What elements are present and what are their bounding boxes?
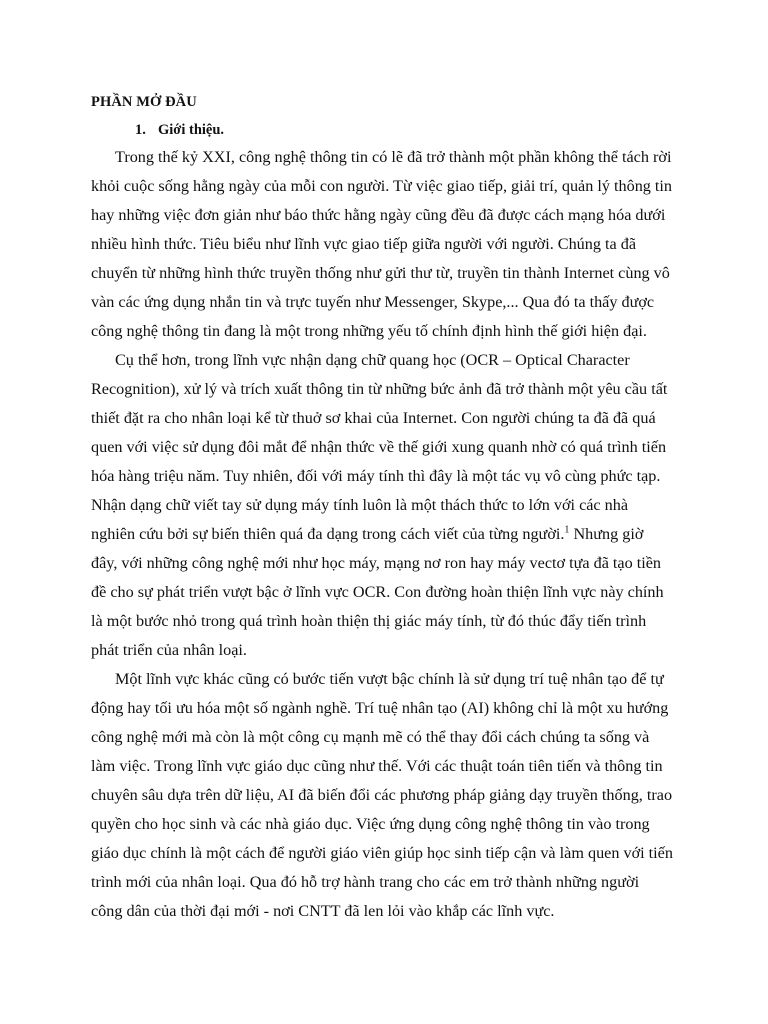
text-line: quyền cho học sinh và các nhà giáo dục. Việc ứng dụng công nghệ thông tin vào trong (91, 815, 650, 833)
text-line: công nghệ thông tin đang là một trong những yếu tố chính định hình thế giới hiện đại. (91, 322, 647, 340)
text-line: Cụ thể hơn, trong lĩnh vực nhận dạng chữ quang học (OCR – Optical Character (115, 351, 630, 369)
paragraph (91, 346, 677, 665)
text-line: Recognition), xử lý và trích xuất thông tin từ những bức ảnh đã trở thành một yêu cầu tất (91, 380, 668, 398)
text-line: chuyên sâu dựa trên dữ liệu, AI đã biến đổi các phương pháp giảng dạy truyền thống, trao (91, 786, 673, 804)
footnote-line-text-after: Nhưng giờ (569, 525, 644, 543)
footnote-reference[interactable]: 1 (564, 524, 570, 536)
text-line: động hay tối ưu hóa một số ngành nghề. Trí tuệ nhân tạo (AI) không chỉ là một xu hướng (91, 699, 669, 717)
text-line: đây, với những công nghệ mới như học máy, mạng nơ ron hay máy vectơ tựa đã tạo tiền (91, 554, 662, 572)
text-line: công dân của thời đại mới - nơi CNTT đã len lỏi vào khắp các lĩnh vực. (91, 902, 555, 920)
text-line: vàn các ứng dụng nhắn tin và trực tuyến như Messenger, Skype,... Qua đó ta thấy được (91, 293, 655, 311)
text-line: chuyển từ những hình thức truyền thống như gửi thư từ, truyền tin thành Internet cùng vô (91, 264, 670, 282)
text-line: làm việc. Trong lĩnh vực giáo dục cũng như thế. Với các thuật toán tiên tiến và thông tin (91, 757, 663, 775)
text-line: Một lĩnh vực khác cũng có bước tiến vượt bậc chính là sử dụng trí tuệ nhân tạo để tự (115, 670, 664, 688)
text-line: công nghệ mới mà còn là một công cụ mạnh mẽ có thể thay đổi cách chúng ta sống và (91, 728, 650, 746)
text-line: thiết đặt ra cho nhân loại kể từ thuở sơ khai của Internet. Con người chúng ta đã đã quá (91, 409, 656, 427)
text-line: phát triển của nhân loại. (91, 641, 247, 659)
text-line: đề cho sự phát triển vượt bậc ở lĩnh vực OCR. Con đường hoàn thiện lĩnh vực này chính (91, 583, 664, 601)
paragraph (91, 665, 677, 926)
section-title: Giới thiệu. (158, 122, 225, 138)
document-page (91, 91, 677, 926)
text-line: là một bước nhỏ trong quá trình hoàn thiện thị giác máy tính, từ đó thúc đẩy tiến trình (91, 612, 647, 630)
section-heading (91, 119, 677, 141)
text-line: Nhận dạng chữ viết tay sử dụng máy tính luôn là một thách thức to lớn với các nhà (91, 496, 629, 514)
text-line: hay những việc đơn giản như báo thức hằng ngày cũng đều đã được cách mạng hóa dưới (91, 206, 666, 224)
paragraph (91, 143, 677, 346)
text-line: giáo dục chính là một cách để người giáo viên giúp học sinh tiếp cận và làm quen với tiến (91, 844, 673, 862)
text-line: trình mới của nhân loại. Qua đó hỗ trợ hành trang cho các em trở thành những người (91, 873, 640, 891)
text-line: hóa hàng triệu năm. Tuy nhiên, đối với máy tính thì đây là một tác vụ vô cùng phức tạp. (91, 467, 661, 485)
text-line: nhiều hình thức. Tiêu biểu như lĩnh vực giao tiếp giữa người với người. Chúng ta đã (91, 235, 637, 253)
text-line-with-footnote (91, 520, 677, 549)
text-line: khỏi cuộc sống hằng ngày của mỗi con người. Từ việc giao tiếp, giải trí, quản lý thông tin (91, 177, 673, 195)
chapter-heading: PHẦN MỞ ĐẦU (91, 94, 197, 110)
body-text (91, 143, 677, 926)
section-number: 1. (135, 122, 146, 138)
text-line: Trong thế kỷ XXI, công nghệ thông tin có lẽ đã trở thành một phần không thể tách rời (115, 148, 672, 166)
text-line: quen với việc sử dụng đôi mắt để nhận thức về thế giới xung quanh nhờ có quá trình tiến (91, 438, 667, 456)
footnote-line-text: nghiên cứu bởi sự biến thiên quá đa dạng trong cách viết của từng người. (91, 525, 565, 543)
